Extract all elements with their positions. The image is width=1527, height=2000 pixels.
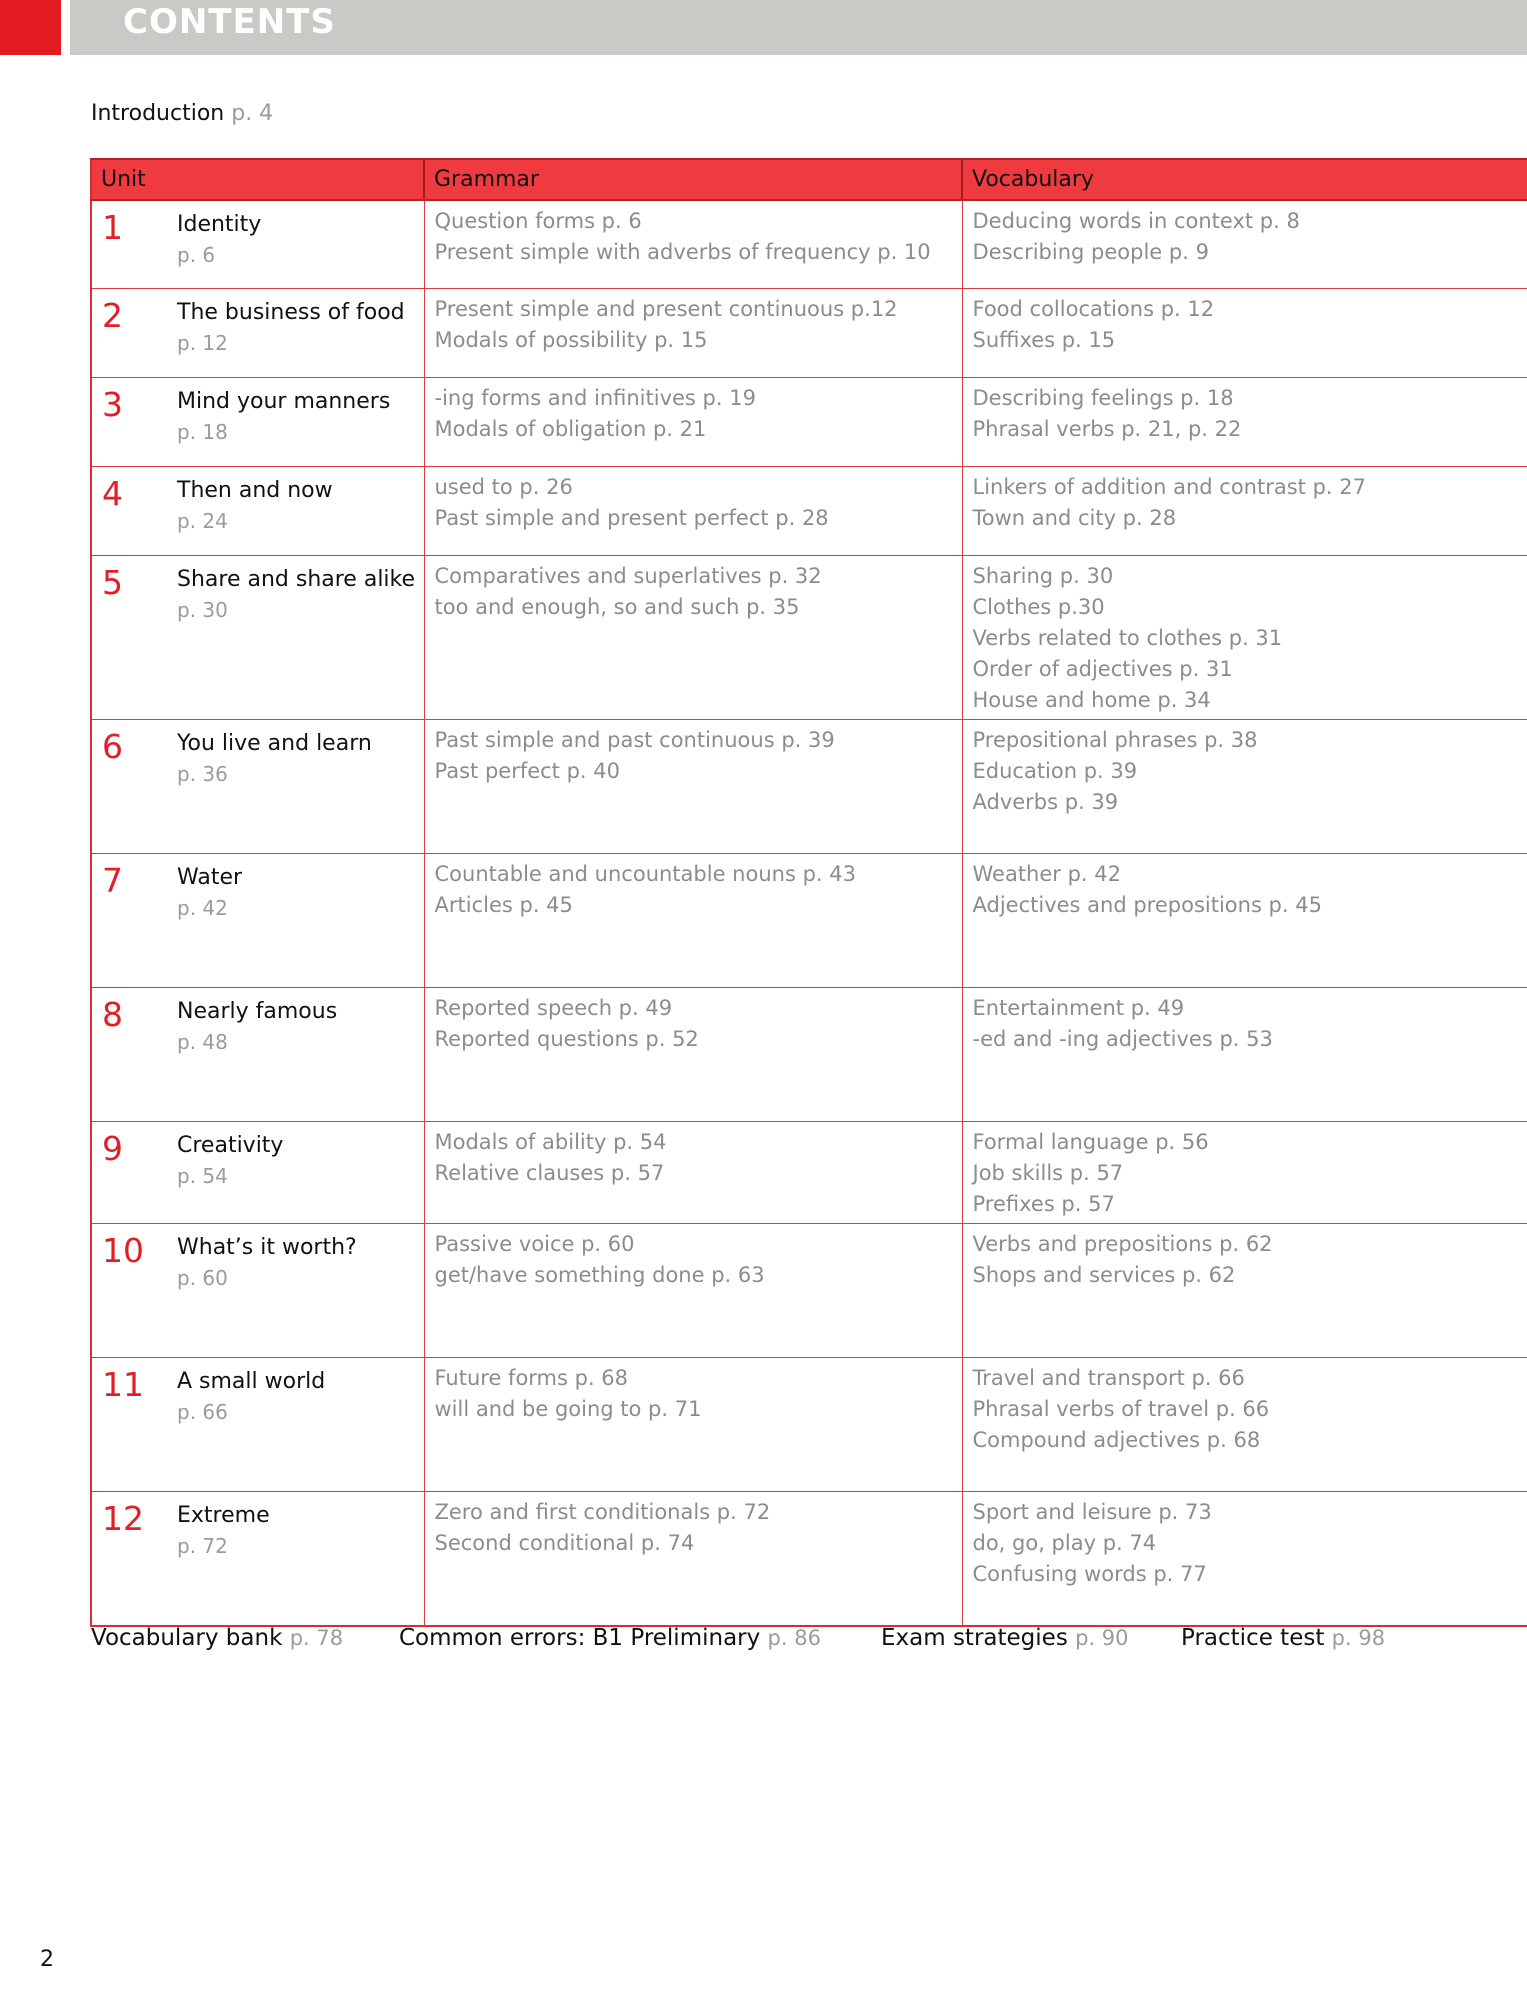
header-red-block (0, 0, 61, 55)
unit-page: p. 42 (177, 896, 228, 920)
grammar-list (425, 467, 962, 534)
vocabulary-list (963, 1224, 1527, 1291)
unit-title: Share and share alike (177, 567, 416, 592)
unit-cell-content (92, 1224, 424, 1357)
vocabulary-item: Linkers of addition and contrast p. 27 (972, 475, 1366, 499)
table-row (91, 200, 1527, 289)
grammar-item: Modals of obligation p. 21 (434, 417, 707, 441)
unit-title: Extreme (177, 1503, 270, 1528)
unit-title: You live and learn (177, 731, 372, 756)
unit-cell (91, 467, 424, 556)
unit-cell (91, 1492, 424, 1627)
vocabulary-item: Travel and transport p. 66 (972, 1366, 1245, 1390)
vocabulary-cell (962, 720, 1527, 854)
vocabulary-item: Food collocations p. 12 (972, 297, 1215, 321)
unit-page: p. 36 (177, 762, 228, 786)
grammar-list (425, 289, 962, 356)
grammar-item: Present simple with adverbs of frequency p. 10 (434, 240, 931, 264)
footer-link-label: Exam strategies (881, 1625, 1068, 1651)
unit-cell-content (92, 1122, 424, 1223)
vocabulary-item: Sharing p. 30 (972, 564, 1114, 588)
grammar-item: Present simple and present continuous p.12 (434, 297, 898, 321)
footer-link-common-errors (399, 1625, 821, 1651)
bottom-reference-links (91, 1625, 1511, 1659)
footer-link-practice-test (1181, 1625, 1385, 1651)
unit-cell (91, 1224, 424, 1358)
footer-link-page: p. 98 (1331, 1626, 1386, 1650)
unit-title: Nearly famous (177, 999, 338, 1024)
vocabulary-list (963, 201, 1527, 268)
introduction-entry (91, 101, 273, 126)
vocabulary-item: Clothes p.30 (972, 595, 1105, 619)
vocabulary-list (963, 556, 1527, 716)
grammar-list (425, 988, 962, 1055)
table-row (91, 1122, 1527, 1224)
grammar-item: Zero and first conditionals p. 72 (434, 1500, 771, 1524)
vocabulary-item: Sport and leisure p. 73 (972, 1500, 1212, 1524)
unit-number: 12 (102, 1499, 144, 1538)
unit-cell (91, 556, 424, 720)
unit-page: p. 6 (177, 243, 216, 267)
vocabulary-list (963, 378, 1527, 445)
vocabulary-item: Adjectives and prepositions p. 45 (972, 893, 1322, 917)
grammar-list (425, 556, 962, 623)
unit-header: Unit (91, 159, 424, 200)
vocabulary-list (963, 1122, 1527, 1220)
unit-page: p. 72 (177, 1534, 228, 1558)
vocabulary-list (963, 854, 1527, 921)
unit-number: 6 (102, 727, 123, 766)
vocabulary-list (963, 289, 1527, 356)
unit-cell-content (92, 467, 424, 555)
unit-title: Identity (177, 212, 262, 237)
contents-table (90, 158, 1527, 1627)
unit-title: Mind your manners (177, 389, 391, 414)
grammar-item: will and be going to p. 71 (434, 1397, 702, 1421)
footer-link-label: Vocabulary bank (91, 1625, 283, 1651)
vocabulary-item: Prepositional phrases p. 38 (972, 728, 1258, 752)
table-row (91, 988, 1527, 1122)
vocabulary-item: Prefixes p. 57 (972, 1192, 1115, 1216)
unit-title: A small world (177, 1369, 326, 1394)
grammar-cell (424, 200, 962, 289)
footer-link-page: p. 78 (289, 1626, 344, 1650)
vocabulary-list (963, 720, 1527, 818)
grammar-item: -ing forms and infinitives p. 19 (434, 386, 756, 410)
unit-cell (91, 720, 424, 854)
vocabulary-item: Phrasal verbs of travel p. 66 (972, 1397, 1270, 1421)
vocabulary-item: Verbs and prepositions p. 62 (972, 1232, 1273, 1256)
unit-cell-content (92, 1358, 424, 1491)
vocabulary-item: Town and city p. 28 (972, 506, 1177, 530)
unit-cell-content (92, 988, 424, 1121)
table-row (91, 720, 1527, 854)
table-row (91, 1492, 1527, 1627)
grammar-list (425, 1358, 962, 1425)
grammar-item: Comparatives and superlatives p. 32 (434, 564, 822, 588)
vocabulary-item: Shops and services p. 62 (972, 1263, 1236, 1287)
unit-page: p. 66 (177, 1400, 228, 1424)
vocabulary-header: Vocabulary (962, 159, 1527, 200)
unit-page: p. 54 (177, 1164, 228, 1188)
grammar-item: Modals of possibility p. 15 (434, 328, 708, 352)
unit-cell-content (92, 201, 424, 288)
table-row (91, 378, 1527, 467)
grammar-item: Relative clauses p. 57 (434, 1161, 665, 1185)
contents-title: CONTENTS (123, 2, 336, 42)
vocabulary-list (963, 988, 1527, 1055)
vocabulary-cell (962, 1224, 1527, 1358)
grammar-item: Second conditional p. 74 (434, 1531, 695, 1555)
unit-number: 4 (102, 474, 123, 513)
vocabulary-cell (962, 988, 1527, 1122)
unit-number: 11 (102, 1365, 144, 1404)
unit-page: p. 60 (177, 1266, 228, 1290)
vocabulary-item: Phrasal verbs p. 21, p. 22 (972, 417, 1242, 441)
grammar-item: Question forms p. 6 (434, 209, 642, 233)
unit-number: 10 (102, 1231, 144, 1270)
grammar-cell (424, 556, 962, 720)
vocabulary-item: Verbs related to clothes p. 31 (972, 626, 1283, 650)
vocabulary-cell (962, 378, 1527, 467)
unit-title: Creativity (177, 1133, 284, 1158)
vocabulary-item: Order of adjectives p. 31 (972, 657, 1233, 681)
vocabulary-cell (962, 1492, 1527, 1627)
grammar-cell (424, 720, 962, 854)
grammar-item: Articles p. 45 (434, 893, 573, 917)
table-row (91, 289, 1527, 378)
vocabulary-cell (962, 1122, 1527, 1224)
vocabulary-item: Confusing words p. 77 (972, 1562, 1207, 1586)
grammar-item: Passive voice p. 60 (434, 1232, 635, 1256)
footer-link-exam-strategies (881, 1625, 1129, 1651)
grammar-item: Past perfect p. 40 (434, 759, 620, 783)
grammar-item: Countable and uncountable nouns p. 43 (434, 862, 856, 886)
unit-page: p. 30 (177, 598, 228, 622)
footer-link-label: Practice test (1181, 1625, 1325, 1651)
vocabulary-item: Entertainment p. 49 (972, 996, 1185, 1020)
grammar-cell (424, 289, 962, 378)
grammar-cell (424, 467, 962, 556)
table-row (91, 1358, 1527, 1492)
vocabulary-cell (962, 854, 1527, 988)
unit-number: 1 (102, 208, 123, 247)
vocabulary-item: Describing people p. 9 (972, 240, 1209, 264)
unit-cell-content (92, 1492, 424, 1625)
footer-link-vocabulary-bank (91, 1625, 343, 1651)
vocabulary-item: Deducing words in context p. 8 (972, 209, 1300, 233)
unit-title: What’s it worth? (177, 1235, 357, 1260)
grammar-list (425, 201, 962, 268)
grammar-list (425, 720, 962, 787)
table-header-row (91, 159, 1527, 200)
grammar-item: get/have something done p. 63 (434, 1263, 765, 1287)
unit-number: 8 (102, 995, 123, 1034)
unit-cell-content (92, 556, 424, 719)
unit-cell-content (92, 854, 424, 987)
unit-cell (91, 988, 424, 1122)
unit-cell-content (92, 378, 424, 466)
vocabulary-item: Compound adjectives p. 68 (972, 1428, 1261, 1452)
vocabulary-item: -ed and -ing adjectives p. 53 (972, 1027, 1273, 1051)
table-row (91, 556, 1527, 720)
unit-cell-content (92, 289, 424, 377)
grammar-cell (424, 378, 962, 467)
unit-number: 2 (102, 296, 123, 335)
grammar-item: Reported speech p. 49 (434, 996, 673, 1020)
footer-link-label: Common errors: B1 Preliminary (399, 1625, 761, 1651)
unit-number: 9 (102, 1129, 123, 1168)
unit-cell (91, 1358, 424, 1492)
unit-cell (91, 289, 424, 378)
unit-cell (91, 1122, 424, 1224)
vocabulary-item: Suffixes p. 15 (972, 328, 1116, 352)
unit-page: p. 18 (177, 420, 228, 444)
grammar-list (425, 854, 962, 921)
vocabulary-item: Describing feelings p. 18 (972, 386, 1234, 410)
grammar-item: Modals of ability p. 54 (434, 1130, 667, 1154)
unit-number: 5 (102, 563, 123, 602)
grammar-list (425, 1122, 962, 1189)
table-row (91, 1224, 1527, 1358)
unit-cell (91, 854, 424, 988)
grammar-header: Grammar (424, 159, 962, 200)
vocabulary-cell (962, 1358, 1527, 1492)
vocabulary-item: House and home p. 34 (972, 688, 1211, 712)
unit-page: p. 12 (177, 331, 228, 355)
vocabulary-cell (962, 200, 1527, 289)
grammar-cell (424, 1224, 962, 1358)
unit-cell-content (92, 720, 424, 853)
grammar-item: used to p. 26 (434, 475, 573, 499)
grammar-item: Future forms p. 68 (434, 1366, 629, 1390)
grammar-list (425, 1492, 962, 1559)
contents-header-band (70, 0, 1527, 55)
vocabulary-cell (962, 467, 1527, 556)
grammar-list (425, 378, 962, 445)
grammar-item: Reported questions p. 52 (434, 1027, 699, 1051)
grammar-item: Past simple and past continuous p. 39 (434, 728, 835, 752)
unit-page: p. 24 (177, 509, 228, 533)
unit-page: p. 48 (177, 1030, 228, 1054)
unit-number: 3 (102, 385, 123, 424)
vocabulary-cell (962, 556, 1527, 720)
page-number: 2 (40, 1947, 54, 1972)
footer-link-page: p. 86 (767, 1626, 821, 1650)
unit-number: 7 (102, 861, 123, 900)
unit-title: Water (177, 865, 243, 890)
introduction-page: p. 4 (231, 101, 274, 126)
grammar-cell (424, 854, 962, 988)
grammar-cell (424, 1358, 962, 1492)
vocabulary-item: Adverbs p. 39 (972, 790, 1119, 814)
introduction-label: Introduction (91, 101, 225, 126)
grammar-item: too and enough, so and such p. 35 (434, 595, 800, 619)
vocabulary-item: Job skills p. 57 (972, 1161, 1124, 1185)
vocabulary-item: do, go, play p. 74 (972, 1531, 1157, 1555)
vocabulary-item: Education p. 39 (972, 759, 1138, 783)
unit-title: The business of food (177, 300, 405, 325)
unit-cell (91, 200, 424, 289)
vocabulary-list (963, 1358, 1527, 1456)
grammar-list (425, 1224, 962, 1291)
vocabulary-item: Weather p. 42 (972, 862, 1121, 886)
footer-link-page: p. 90 (1075, 1626, 1129, 1650)
unit-title: Then and now (177, 478, 333, 503)
grammar-cell (424, 1492, 962, 1627)
grammar-cell (424, 1122, 962, 1224)
table-row (91, 854, 1527, 988)
unit-cell (91, 378, 424, 467)
grammar-cell (424, 988, 962, 1122)
vocabulary-list (963, 467, 1527, 534)
vocabulary-list (963, 1492, 1527, 1590)
table-row (91, 467, 1527, 556)
grammar-item: Past simple and present perfect p. 28 (434, 506, 829, 530)
vocabulary-cell (962, 289, 1527, 378)
vocabulary-item: Formal language p. 56 (972, 1130, 1209, 1154)
